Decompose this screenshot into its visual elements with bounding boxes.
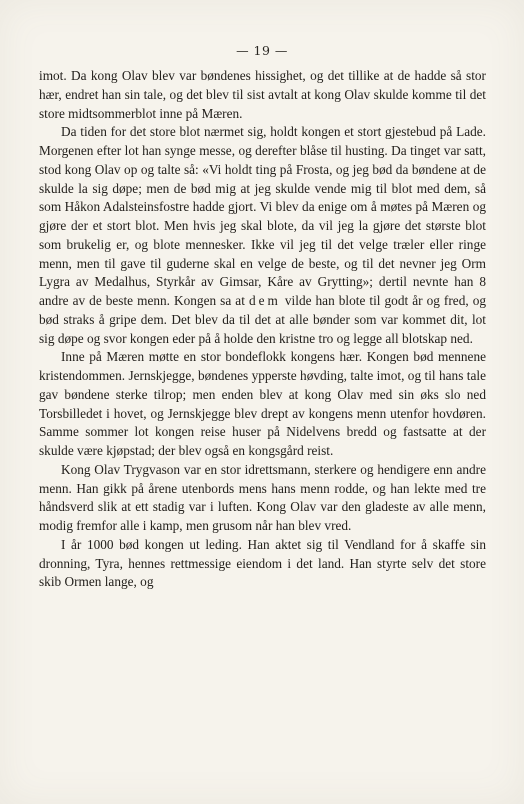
page-number: — 19 — xyxy=(236,43,288,58)
body-text xyxy=(39,67,486,592)
paragraph-text: Inne på Mæren møtte en stor bondeflokk kongens hær. Kongen bød mennene kristendommen. Jernskjegge, bøndenes ypperste høvding, talte imot, og til hans tale gav bøndene sterke tilrop; men enden blev at kong Olav med sin øks slo ned Torsbilledet i hovet, og Jernskjegge blev drept av kongens menn utenfor hovdøren. Samme sommer lot kongen reise huser på Nidelvens bredd og fastsatte at der skulde være kjøpstad; der blev også en kongsgård reist. xyxy=(39,349,486,458)
paragraph xyxy=(39,348,486,461)
paragraph-text-continued: vilde han blote til godt år og fred, og bød straks å gripe dem. Det blev da til det at alle bønder som var kommet dit, lot sig døpe og svor kongen eder på å holde den kristne tro og legge all blotskap ned. xyxy=(39,293,487,346)
paragraph xyxy=(39,123,486,348)
paragraph-text: Da tiden for det store blot nærmet sig, holdt kongen et stort gjestebud på Lade. Morgenen efter lot han synge messe, og derefter blåse til husting. Da tinget var satt, stod kong Olav op og talte så: «Vi holdt ting på Frosta, og jeg bød da bøndene at de skulde la sig døpe; men de bød mig at jeg skulde vende mig til blot med dem, så som Håkon Adalsteinsfostre hadde gjort. Vi blev da enige om å møtes på Mæren og gjøre der et stort blot. Men hvis jeg skal blote, da vil jeg la gjøre det største blot som brukelig er, og blote mennesker. Ikke vil jeg til det velge træler eller ringe menn, men til gave til guderne skal en velge de beste, og til det nevner jeg Orm Lygra av Medalhus, Styrkår av Gimsar, Kåre av Grytting»; dertil nevnte han 8 andre av de beste menn. Kongen sa at xyxy=(39,124,486,308)
paragraph xyxy=(39,67,486,123)
paragraph-text: I år 1000 bød kongen ut leding. Han aktet sig til Vendland for å skaffe sin dronning, Tyra, hennes rettmessige eiendom i det land. Han styrte selv det store skib Ormen lange, og xyxy=(39,536,486,590)
emphasized-word: dem xyxy=(248,293,281,308)
paragraph-text: imot. Da kong Olav blev var bøndenes hissighet, og det tillike at de hadde så stor hær, endret han sin tale, og det blev til sist avtalt at kong Olav skulde komme til det store midtsommerblot inne på Mæren. xyxy=(39,68,486,121)
paragraph xyxy=(39,536,486,592)
paragraph xyxy=(39,461,486,536)
paragraph-text: Kong Olav Trygvason var en stor idrettsmann, sterkere og hendigere enn andre menn. Han gikk på årene utenbords mens hans menn rodde, og han lekte med tre håndsverd slik at ett stadig var i luften. Kong Olav var den gladeste av alle menn, modig fremfor alle i kamp, men grusom når han blev vred. xyxy=(39,461,486,533)
